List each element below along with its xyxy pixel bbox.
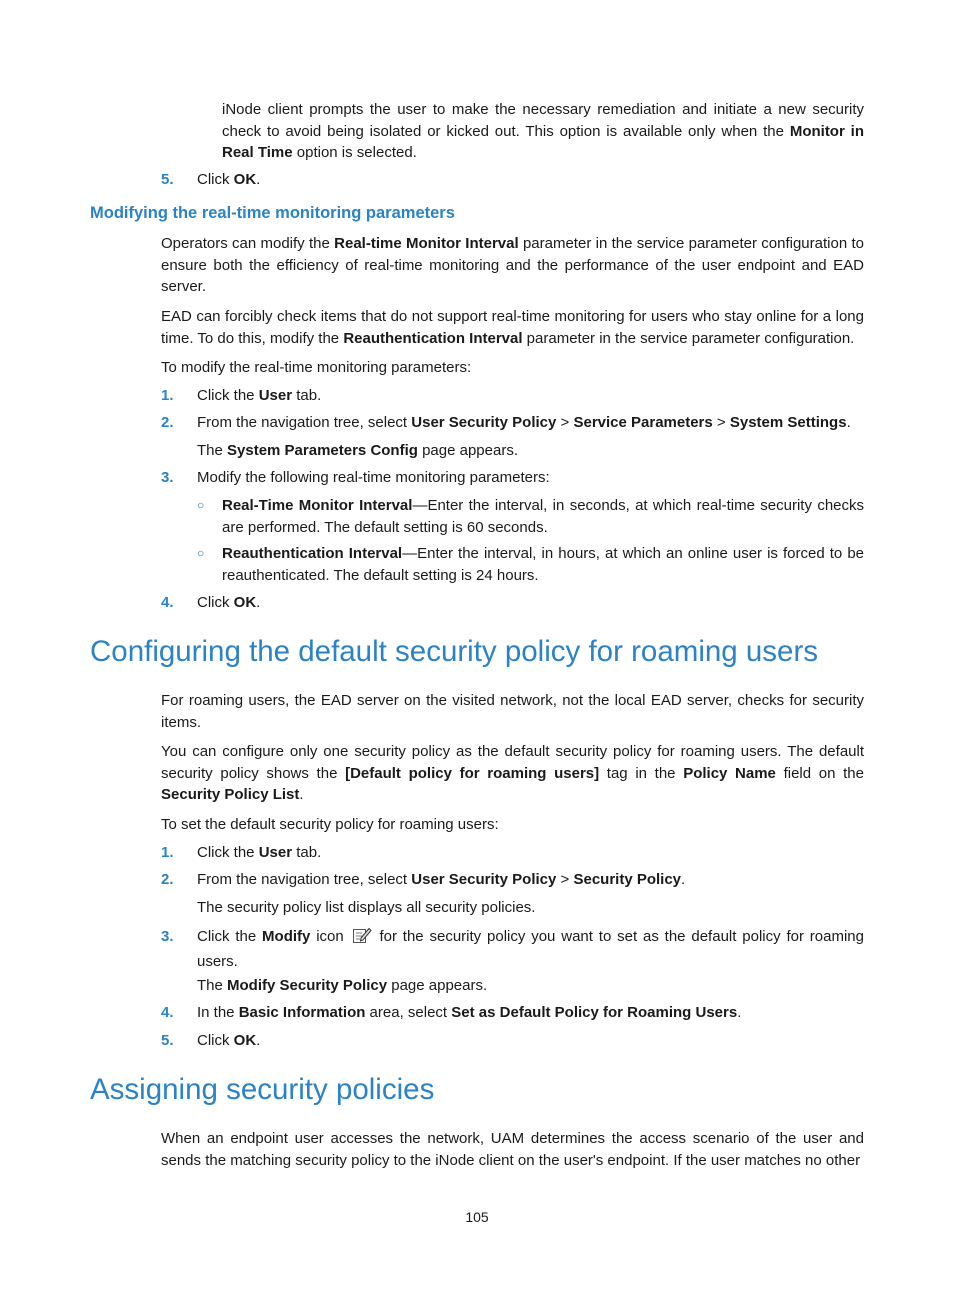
- paragraph: To set the default security policy for roaming users:: [161, 816, 499, 833]
- step-note: The System Parameters Config page appears.: [197, 442, 518, 459]
- continuation-paragraph: iNode client prompts the user to make the necessary remediation and initiate a new security check to avoid being isolated or kicked out. This option is available only when the Monitor in Real Time option is selected.: [222, 101, 864, 161]
- step-note: The security policy list displays all security policies.: [197, 899, 536, 916]
- section-heading-assigning: Assigning security policies: [90, 1073, 435, 1106]
- page-number: 105: [465, 1209, 489, 1225]
- paragraph: EAD can forcibly check items that do not support real-time monitoring for users who stay online for a long time. To do this, modify the Reauthentication Interval parameter in the service parameter configuration.: [161, 308, 864, 347]
- modify-icon: [352, 926, 372, 951]
- paragraph: For roaming users, the EAD server on the visited network, not the local EAD server, checks for security items.: [161, 692, 864, 731]
- paragraph: When an endpoint user accesses the network, UAM determines the access scenario of the user and sends the matching security policy to the iNode client on the user's endpoint. If the user matches no other: [161, 1130, 864, 1169]
- section-heading-roaming: Configuring the default security policy for roaming users: [90, 635, 819, 668]
- section-heading-realtime: Modifying the real-time monitoring parameters: [90, 204, 455, 222]
- step-note: The Modify Security Policy page appears.: [197, 977, 488, 994]
- paragraph: You can configure only one security policy as the default security policy for roaming users. The default security policy shows the [Default policy for roaming users] tag in the Policy Name field on the Security Policy List.: [161, 743, 864, 803]
- paragraph: To modify the real-time monitoring parameters:: [161, 359, 472, 376]
- bullet-icon: ○: [197, 546, 205, 560]
- paragraph: Operators can modify the Real-time Monitor Interval parameter in the service parameter configuration to ensure both the efficiency of real-time monitoring and the performance of the user endpoint and EAD server.: [161, 235, 864, 295]
- bullet-icon: ○: [197, 498, 205, 512]
